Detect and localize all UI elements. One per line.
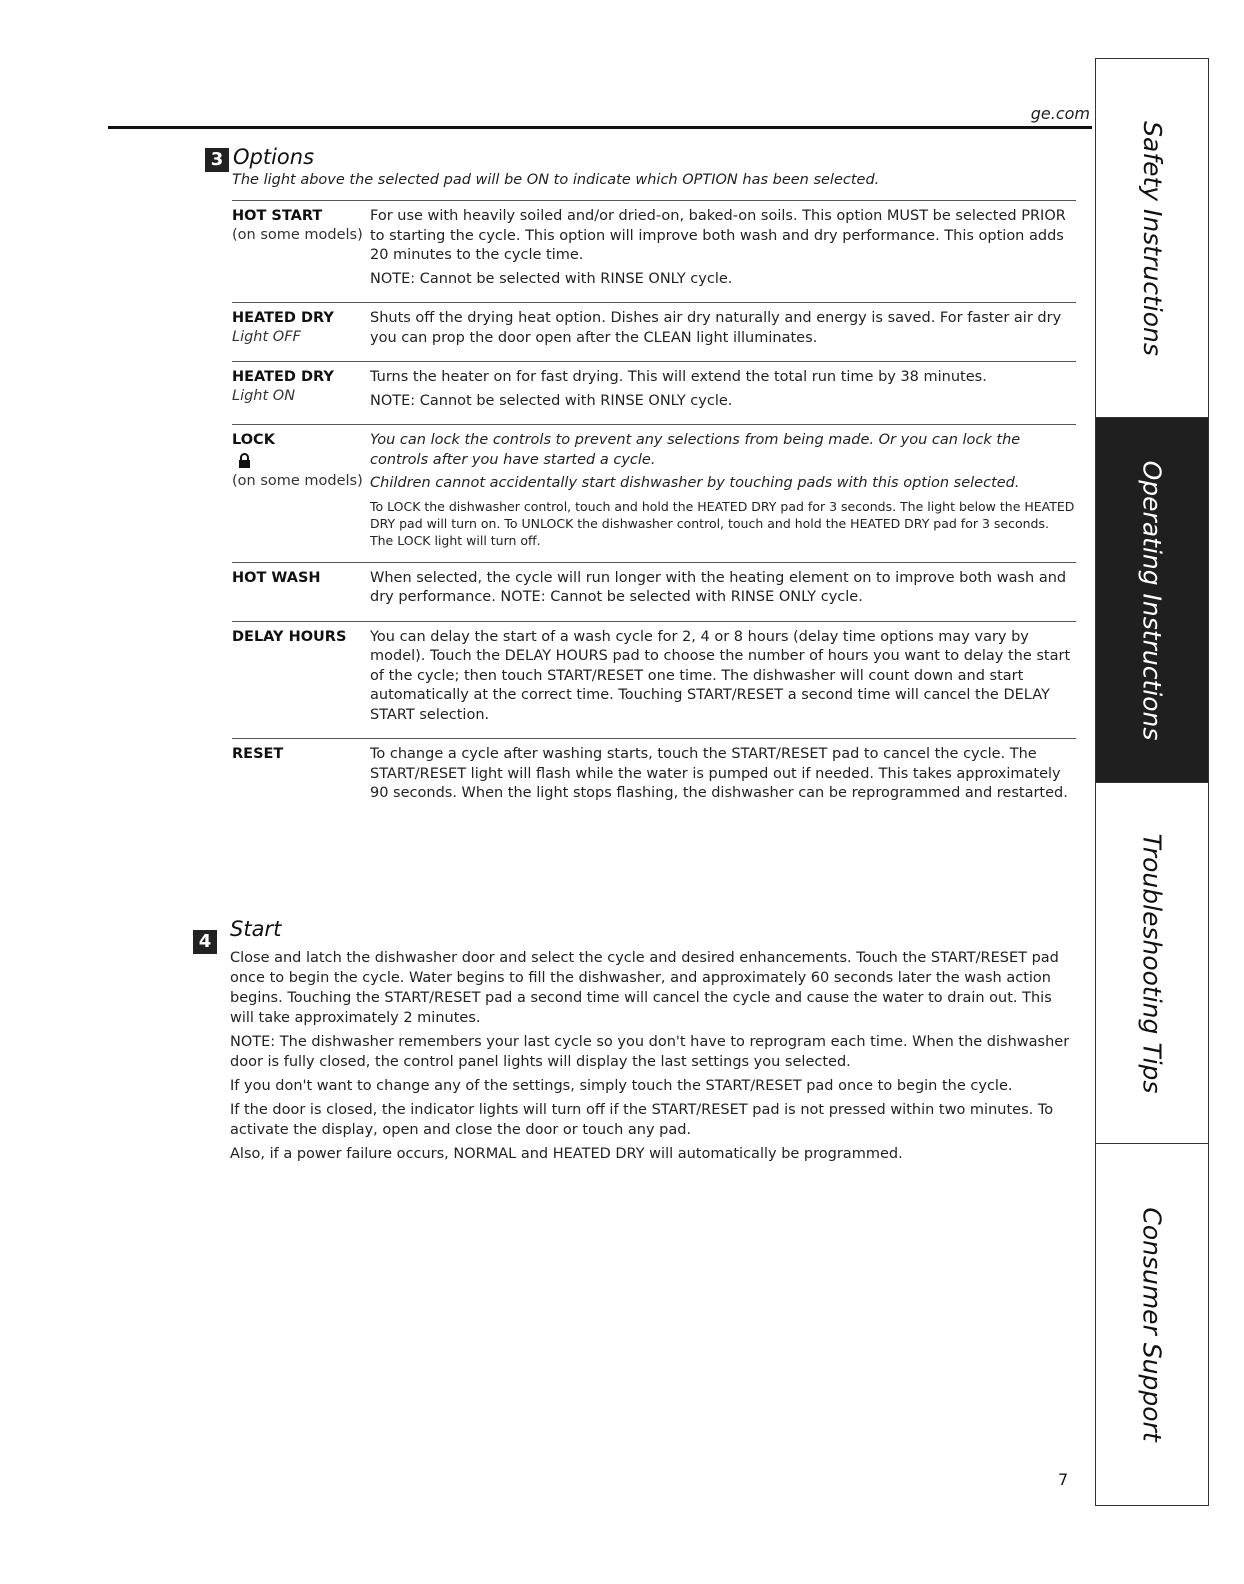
option-light-state: Light ON — [232, 388, 296, 404]
options-table — [232, 200, 1076, 817]
tab-label: Safety Instructions — [1137, 120, 1167, 356]
option-row-hot-wash — [232, 562, 1076, 621]
tab-troubleshooting-tips[interactable] — [1096, 783, 1208, 1143]
option-name: RESET — [232, 746, 284, 762]
section-tabs — [1095, 58, 1209, 1506]
option-desc-children: Children cannot accidentally start dishwasher by touching pads with this option selected. — [370, 475, 1020, 491]
tab-operating-instructions[interactable] — [1096, 418, 1208, 782]
tab-safety-instructions[interactable] — [1096, 59, 1208, 417]
section-title: Start — [230, 917, 282, 941]
section-number-badge: 4 — [193, 930, 217, 954]
lock-icon — [238, 453, 251, 469]
page-number: 7 — [1058, 1470, 1069, 1489]
option-desc: Shuts off the drying heat option. Dishes air dry naturally and energy is saved. For faster air dry you can prop the door open after the CLEAN light illuminates. — [370, 310, 1062, 346]
option-name: LOCK — [232, 432, 275, 448]
option-row-heated-dry-on — [232, 361, 1076, 424]
option-light-state: Light OFF — [232, 329, 301, 345]
option-desc: To change a cycle after washing starts, touch the START/RESET pad to cancel the cycle. The START/RESET light will flash while the water is pumped out if needed. This takes approximately 90 seconds. When the light stops flashing, the dishwasher can be reprogrammed and restarted. — [370, 746, 1068, 801]
option-row-lock — [232, 424, 1076, 562]
option-name: HOT START — [232, 208, 323, 224]
section-title: Options — [233, 145, 315, 169]
section-number-badge: 3 — [205, 148, 229, 172]
tab-label: Troubleshooting Tips — [1137, 833, 1167, 1093]
option-desc-note: NOTE: Cannot be selected with RINSE ONLY cycle. — [370, 270, 733, 287]
start-paragraph: Close and latch the dishwasher door and select the cycle and desired enhancements. Touch the START/RESET pad once to begin the cycle. Water begins to fill the dishwasher, and approximately 60 seconds later the wash action begins. Touching the START/RESET pad a second time will cancel the cycle and cause the water to drain out. This will take approximately 2 minutes. — [230, 950, 1059, 1026]
option-desc: When selected, the cycle will run longer with the heating element on to improve both wash and dry performance. NOTE: Cannot be selected with RINSE ONLY cycle. — [370, 569, 1067, 605]
option-name: DELAY HOURS — [232, 628, 347, 645]
option-note: (on some models) — [232, 473, 363, 489]
tab-consumer-support[interactable] — [1096, 1144, 1208, 1504]
option-name: HOT WASH — [232, 569, 321, 586]
option-name: HEATED DRY — [232, 310, 334, 326]
start-paragraph: If the door is closed, the indicator lights will turn off if the START/RESET pad is not pressed within two minutes. To activate the display, open and close the door or touch any pad. — [230, 1102, 1054, 1138]
option-desc: You can lock the controls to prevent any selections from being made. Or you can lock the controls after you have started a cycle. — [370, 432, 1021, 468]
site-url: ge.com — [1030, 104, 1090, 123]
option-row-hot-start — [232, 200, 1076, 302]
option-row-reset — [232, 738, 1076, 817]
option-desc: Turns the heater on for fast drying. This will extend the total run time by 38 minutes. — [370, 369, 987, 385]
tab-label: Operating Instructions — [1137, 460, 1167, 740]
start-paragraph: NOTE: The dishwasher remembers your last cycle so you don't have to reprogram each time. When the dishwasher door is fully closed, the control panel lights will display the last settings you selected. — [230, 1034, 1070, 1070]
option-desc-lock-steps: To LOCK the dishwasher control, touch and hold the HEATED DRY pad for 3 seconds. The light below the HEATED DRY pad will turn on. To UNLOCK the dishwasher control, touch and hold the HEATED DRY pad for 3 seconds. The LOCK light will turn off. — [370, 498, 1075, 548]
option-desc: You can delay the start of a wash cycle for 2, 4 or 8 hours (delay time options may vary by model). Touch the DELAY HOURS pad to choose the number of hours you want to delay the start of the cycle; then touch START/RESET one time. The dishwasher will count down and start automatically at the correct time. Touching START/RESET a second time will cancel the DELAY START selection. — [370, 628, 1071, 723]
start-paragraph: If you don't want to change any of the settings, simply touch the START/RESET pad once to begin the cycle. — [230, 1078, 1013, 1094]
section-subtitle: The light above the selected pad will be ON to indicate which OPTION has been selected. — [232, 172, 880, 188]
start-instructions — [230, 948, 1070, 1168]
option-name: HEATED DRY — [232, 369, 334, 385]
header-rule — [108, 126, 1092, 129]
tab-label: Consumer Support — [1137, 1206, 1167, 1442]
option-row-delay-hours — [232, 621, 1076, 739]
start-paragraph: Also, if a power failure occurs, NORMAL and HEATED DRY will automatically be programmed. — [230, 1146, 903, 1162]
option-desc-note: NOTE: Cannot be selected with RINSE ONLY cycle. — [370, 392, 733, 409]
option-note: (on some models) — [232, 227, 363, 243]
option-desc: For use with heavily soiled and/or dried-on, baked-on soils. This option MUST be selected PRIOR to starting the cycle. This option will improve both wash and dry performance. This option adds 20 minutes to the cycle time. — [370, 208, 1066, 263]
option-row-heated-dry-off — [232, 302, 1076, 361]
